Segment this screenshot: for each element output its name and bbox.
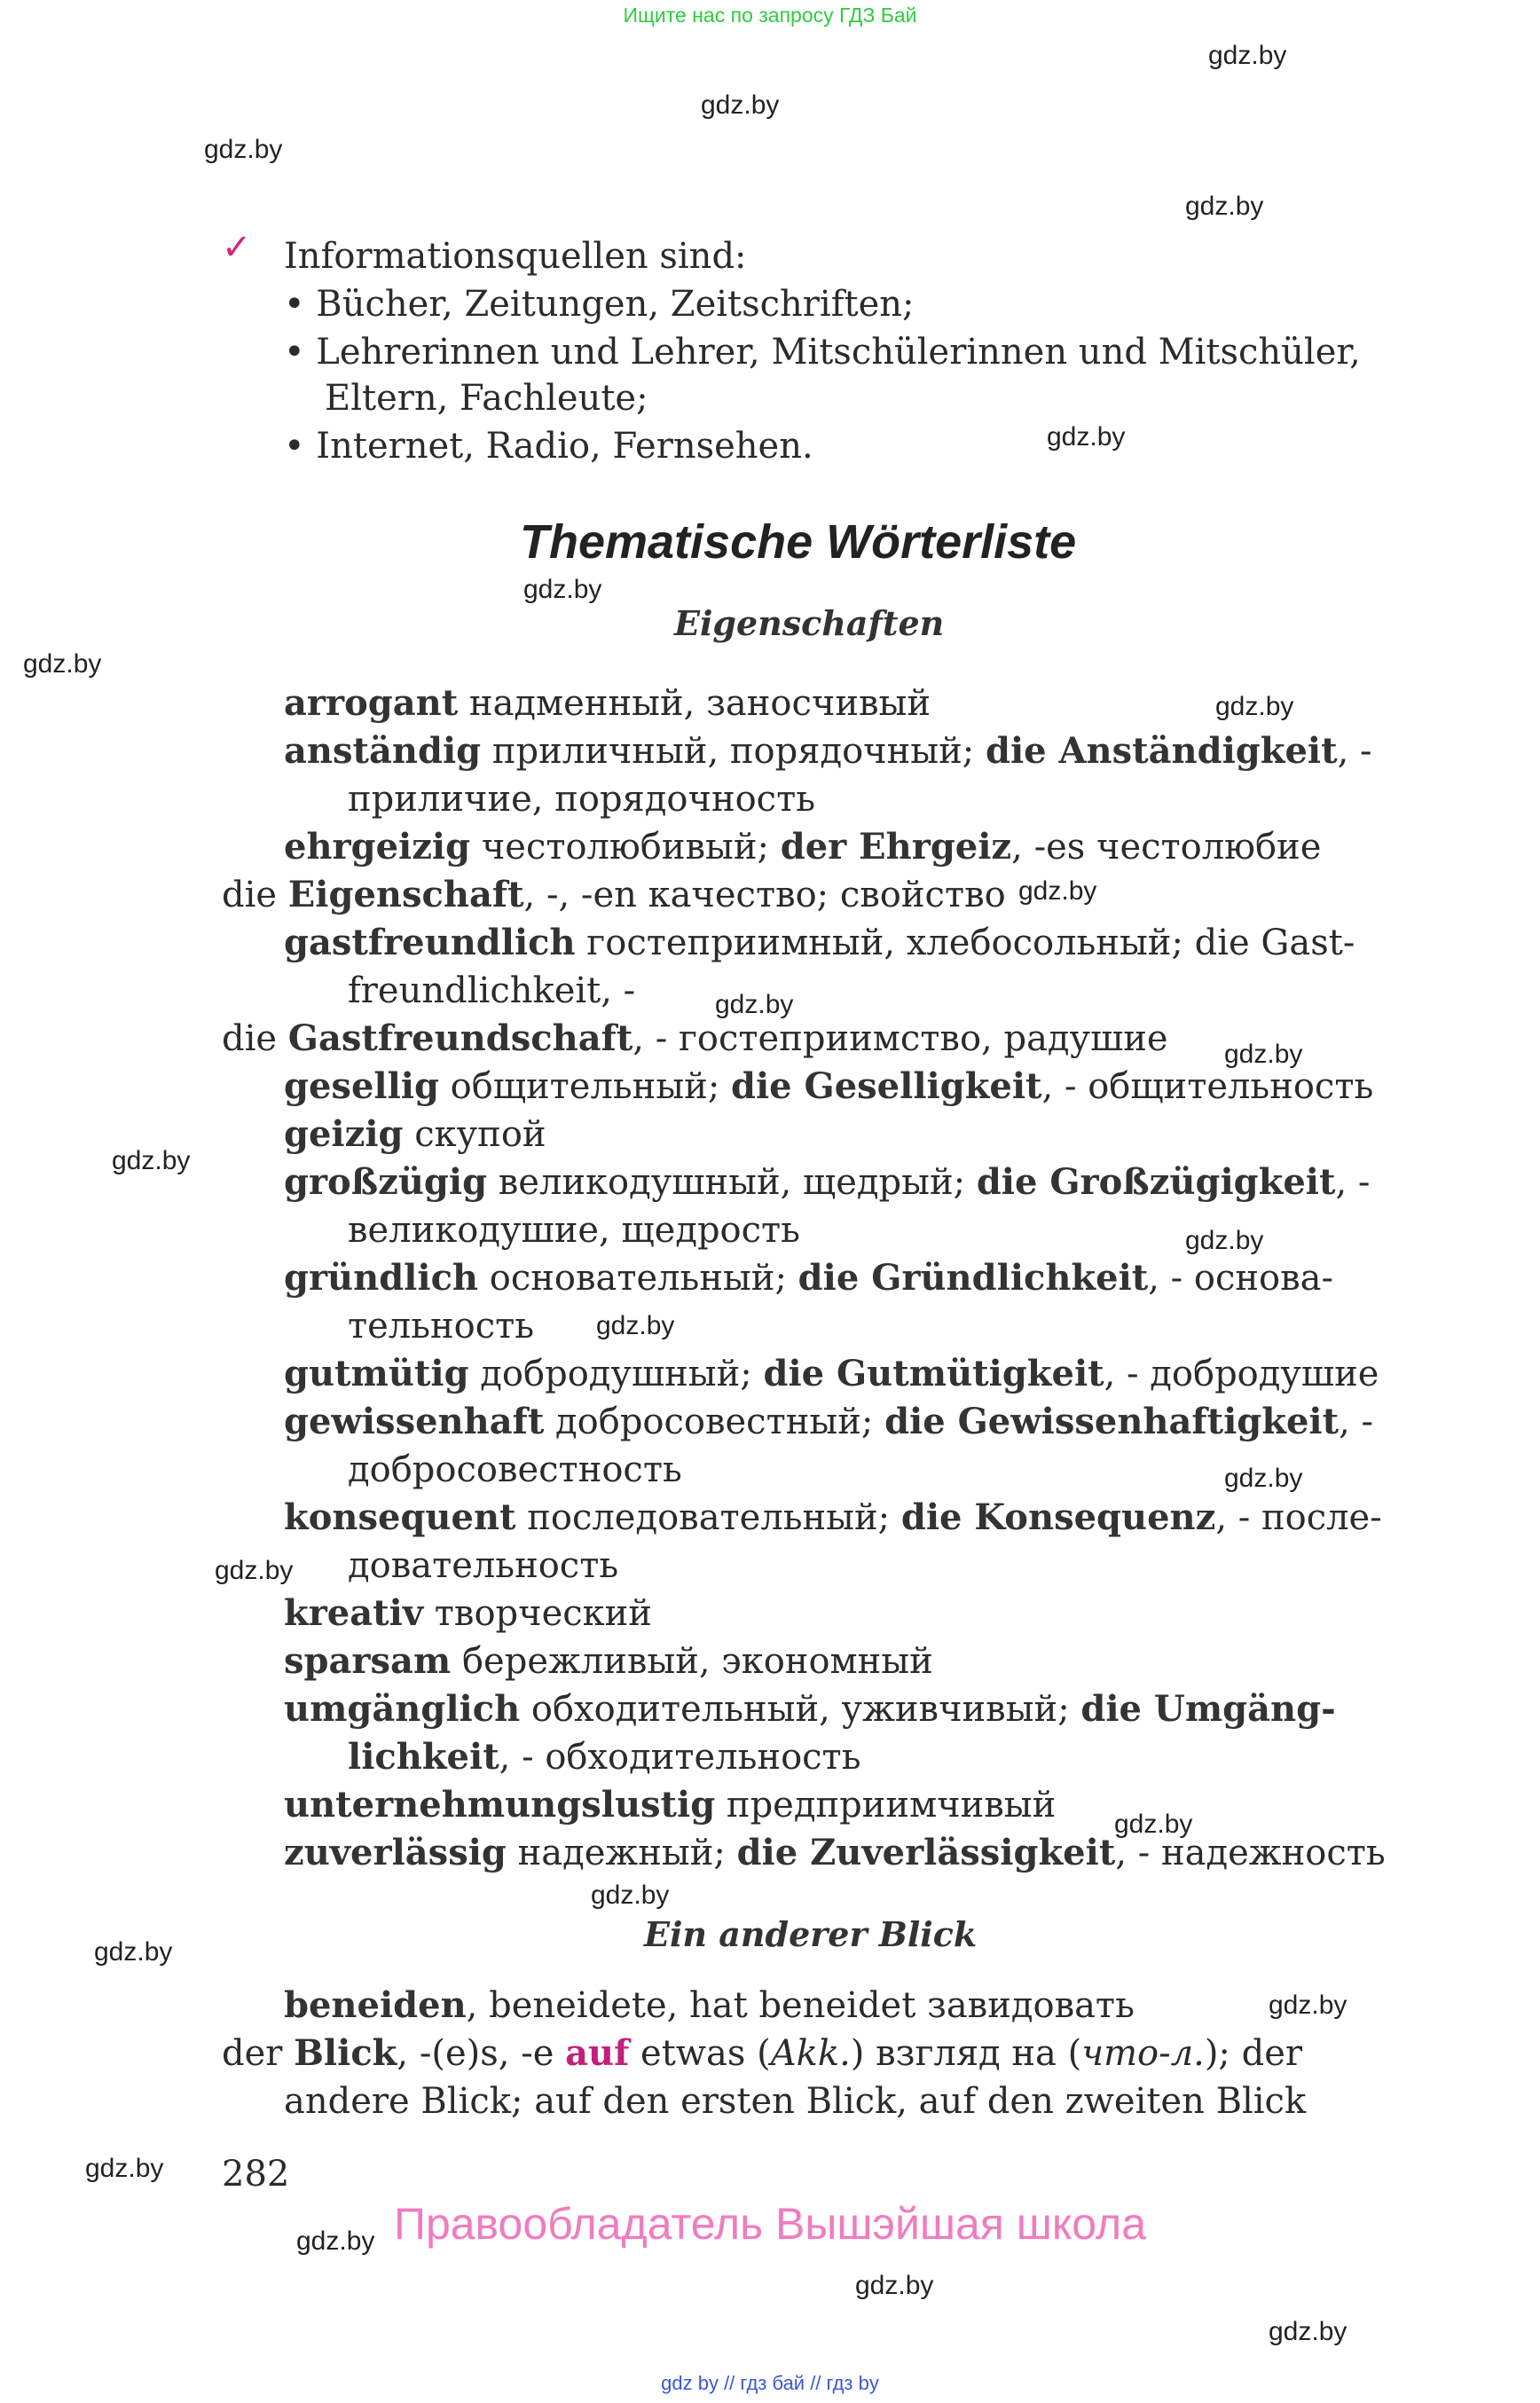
watermark: gdz.by [715, 990, 794, 1019]
word-entry: gewissenhaft добросовестный; die Gewissenhaftigkeit, - [284, 1401, 1374, 1442]
word-entry: великодушие, щедрость [348, 1210, 800, 1251]
word-entry: lichkeit, - обходительность [348, 1736, 861, 1778]
word-entry: arrogant надменный, заносчивый [284, 682, 931, 724]
watermark: gdz.by [85, 2154, 164, 2183]
watermark: gdz.by [204, 135, 283, 164]
word-entry: umgänglich обходительный, уживчивый; die Umgäng- [284, 1688, 1336, 1730]
sources-item: Eltern, Fachleute; [325, 378, 648, 419]
watermark: gdz.by [1269, 2317, 1348, 2346]
watermark: gdz.by [1269, 1991, 1348, 2020]
word-entry: großzügig великодушный, щедрый; die Großzügigkeit, - [284, 1161, 1371, 1203]
word-entry: konsequent последовательный; die Konsequenz, - после- [284, 1496, 1382, 1538]
watermark: gdz.by [1114, 1810, 1193, 1839]
watermark: gdz.by [1215, 692, 1294, 721]
watermark: gdz.by [1185, 192, 1264, 221]
word-entry: sparsam бережливый, экономный [284, 1640, 933, 1682]
word-entry: тельность [348, 1306, 535, 1347]
watermark: gdz.by [1047, 422, 1126, 452]
word-entry: anständig приличный, порядочный; die Anständigkeit, - [284, 730, 1372, 772]
watermark: gdz.by [112, 1146, 191, 1175]
top-banner[interactable]: Ищите нас по запросу ГДЗ Бай [623, 4, 917, 27]
section-title-eigenschaften: Eigenschaften [674, 603, 945, 643]
sources-heading: Informationsquellen sind: [284, 236, 747, 277]
watermark: gdz.by [596, 1311, 675, 1340]
word-entry: der Blick, -(e)s, -e auf etwas (Akk.) взгляд на (что-л.); der [222, 2032, 1303, 2074]
watermark: gdz.by [523, 575, 602, 604]
word-entry: gutmütig добродушный; die Gutmütigkeit, - добродушие [284, 1353, 1379, 1394]
watermark: gdz.by [23, 649, 102, 679]
word-entry: приличие, порядочность [348, 779, 815, 820]
copyright-notice: Правообладатель Вышэйшая школа [394, 2199, 1146, 2249]
watermark: gdz.by [94, 1937, 173, 1967]
word-entry: geizig скупой [284, 1113, 546, 1155]
page-number: 282 [222, 2154, 290, 2195]
sources-item: • Bücher, Zeitungen, Zeitschriften; [284, 284, 915, 325]
watermark: gdz.by [1185, 1226, 1264, 1255]
watermark: gdz.by [591, 1881, 670, 1910]
word-entry: beneiden, beneidete, hat beneidet завидовать [284, 1984, 1135, 2026]
watermark: gdz.by [296, 2226, 375, 2256]
sources-item: • Lehrerinnen und Lehrer, Mitschülerinnen und Mitschüler, [284, 332, 1361, 373]
word-entry: ehrgeizig честолюбивый; der Ehrgeiz, -es честолюбие [284, 826, 1322, 868]
watermark: gdz.by [215, 1556, 294, 1585]
word-entry: gesellig общительный; die Geselligkeit, - общительность [284, 1065, 1374, 1107]
word-entry: freundlichkeit, - [348, 970, 636, 1011]
watermark: gdz.by [855, 2271, 934, 2300]
word-entry: unternehmungslustig предприимчивый [284, 1784, 1057, 1826]
watermark: gdz.by [701, 90, 780, 120]
word-entry: добросовестность [348, 1449, 682, 1490]
watermark: gdz.by [1224, 1464, 1303, 1493]
word-entry: die Eigenschaft, -, -en качество; свойство [222, 874, 1006, 915]
word-entry: zuverlässig надежный; die Zuverlässigkeit, - надежность [284, 1832, 1386, 1873]
word-entry: довательность [348, 1545, 619, 1586]
word-entry: die Gastfreundschaft, - гостеприимство, радушие [222, 1017, 1168, 1059]
word-entry: gründlich основательный; die Gründlichkeit, - основа- [284, 1257, 1334, 1299]
word-entry: andere Blick; auf den ersten Blick, auf den zweiten Blick [284, 2081, 1307, 2122]
sources-item: • Internet, Radio, Fernsehen. [284, 426, 813, 467]
word-entry: gastfreundlich гостеприимный, хлебосольный; die Gast- [284, 922, 1355, 963]
bottom-links[interactable]: gdz by // гдз бай // гдз by [661, 2372, 879, 2394]
check-icon: ✓ [222, 227, 252, 268]
word-entry: kreativ творческий [284, 1592, 652, 1634]
watermark: gdz.by [1224, 1040, 1303, 1069]
section-title-ein-anderer-blick: Ein anderer Blick [644, 1914, 978, 1954]
watermark: gdz.by [1018, 876, 1097, 906]
watermark: gdz.by [1208, 41, 1287, 70]
page-title: Thematische Wörterliste [520, 515, 1077, 569]
